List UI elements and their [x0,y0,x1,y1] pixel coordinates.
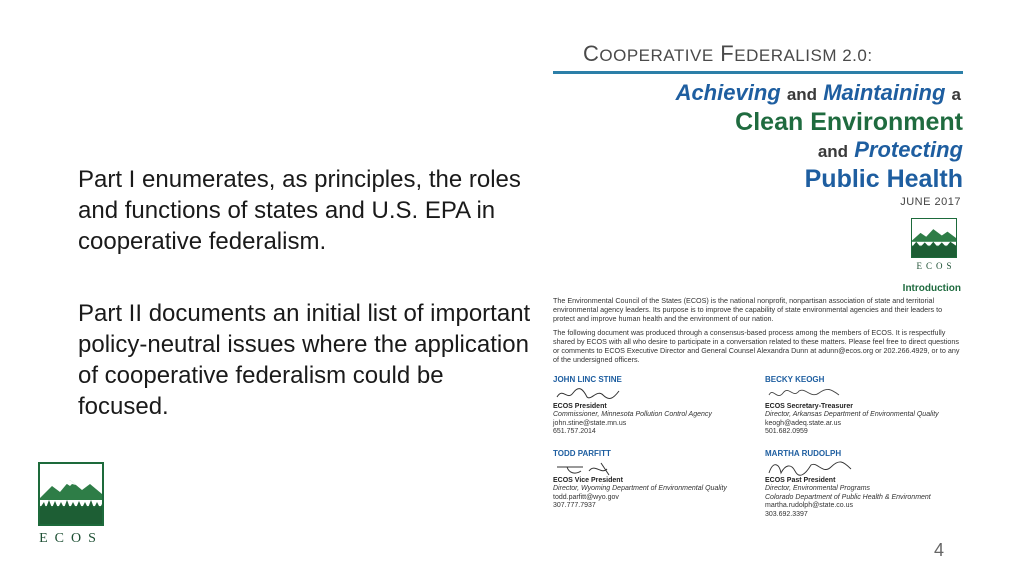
signatory-block [553,376,753,437]
intro-paragraph-1: The Environmental Council of the States (ECOS) is the national nonprofit, nonpartisan association of state and territorial environmental agency leaders. Its purpose is to improve the capability of state environmental agencies and their leaders to protect and improve human health and the environment of our nation. [553,296,943,323]
signature-image [765,385,965,403]
signatory-email: keogh@adeq.state.ar.us [765,419,841,427]
mountain-landscape-icon [911,218,957,258]
signatory-phone: 651.757.2014 [553,428,596,435]
ecos-logo [38,462,104,547]
signatory-block [553,450,753,511]
signatory-phone: 303.692.3397 [765,510,808,518]
signatory-org-2: Colorado Department of Public Health & Environment [765,493,931,501]
signatory-phone: 307.777.7937 [553,502,596,509]
subtitle-line-4: Public Health [804,165,963,193]
signatory-email: john.stine@state.mn.us [553,419,627,427]
report-ecos-logo [911,218,961,271]
signatory-phone: 501.682.0959 [765,428,808,435]
report-title: COOPERATIVE FEDERALISM 2.0: [583,41,873,66]
intro-paragraph-2: The following document was produced through a consensus-based process among the members of ECOS. It is respectfully shared by ECOS with all who desire to participate in a conversation related to these matters. Please feel free to direct questions or comments to ECOS Executive Director and General Counsel Alexandra Dunn at adunn@ecos.org or 202.266.4929, or to any of the undersigned officers. [553,328,960,364]
ecos-logo-text: ECOS [39,531,103,546]
signatory-email: todd.parfitt@wyo.gov [553,493,619,501]
signatory-email: martha.rudolph@state.co.us [765,502,854,509]
signatory-block [765,376,965,437]
signatory-name: JOHN LINC STINE [553,375,622,384]
signatory-org: Director, Arkansas Department of Environmental Quality [765,411,939,418]
signatory-role: ECOS President [553,402,607,410]
signatory-org: Commissioner, Minnesota Pollution Control Agency [553,411,712,418]
mountain-landscape-icon [38,462,104,526]
paragraph-part-one: Part I enumerates, as principles, the roles and functions of states and U.S. EPA in cooperative federalism. [78,166,521,255]
signatory-role: ECOS Past President [765,476,836,484]
signatory-name: BECKY KEOGH [765,375,825,384]
report-date: JUNE 2017 [900,196,961,208]
page-number: 4 [934,540,945,560]
signatory-role: ECOS Vice President [553,476,623,484]
signatory-name: MARTHA RUDOLPH [765,449,842,458]
report-cover-image [553,38,963,528]
intro-heading: Introduction [902,283,961,294]
signatory-block [765,450,965,519]
report-ecos-logo-text: ECOS [916,261,956,271]
signatory-org: Director, Environmental Programs [765,485,871,492]
subtitle-line-1: Achieving and Maintaining a [675,80,961,105]
paragraph-part-two: Part II documents an initial list of important policy-neutral issues where the application of cooperative federalism could be focused. [78,300,531,420]
signature-image [553,459,753,477]
subtitle-line-2: Clean Environment [735,108,963,136]
subtitle-line-3: and Protecting [817,137,963,162]
signatory-name: TODD PARFITT [553,449,611,458]
signatory-org: Director, Wyoming Department of Environmental Quality [553,485,727,492]
signature-image [765,459,965,477]
signatory-role: ECOS Secretary-Treasurer [765,402,853,410]
signature-image [553,385,753,403]
title-divider [553,71,963,74]
